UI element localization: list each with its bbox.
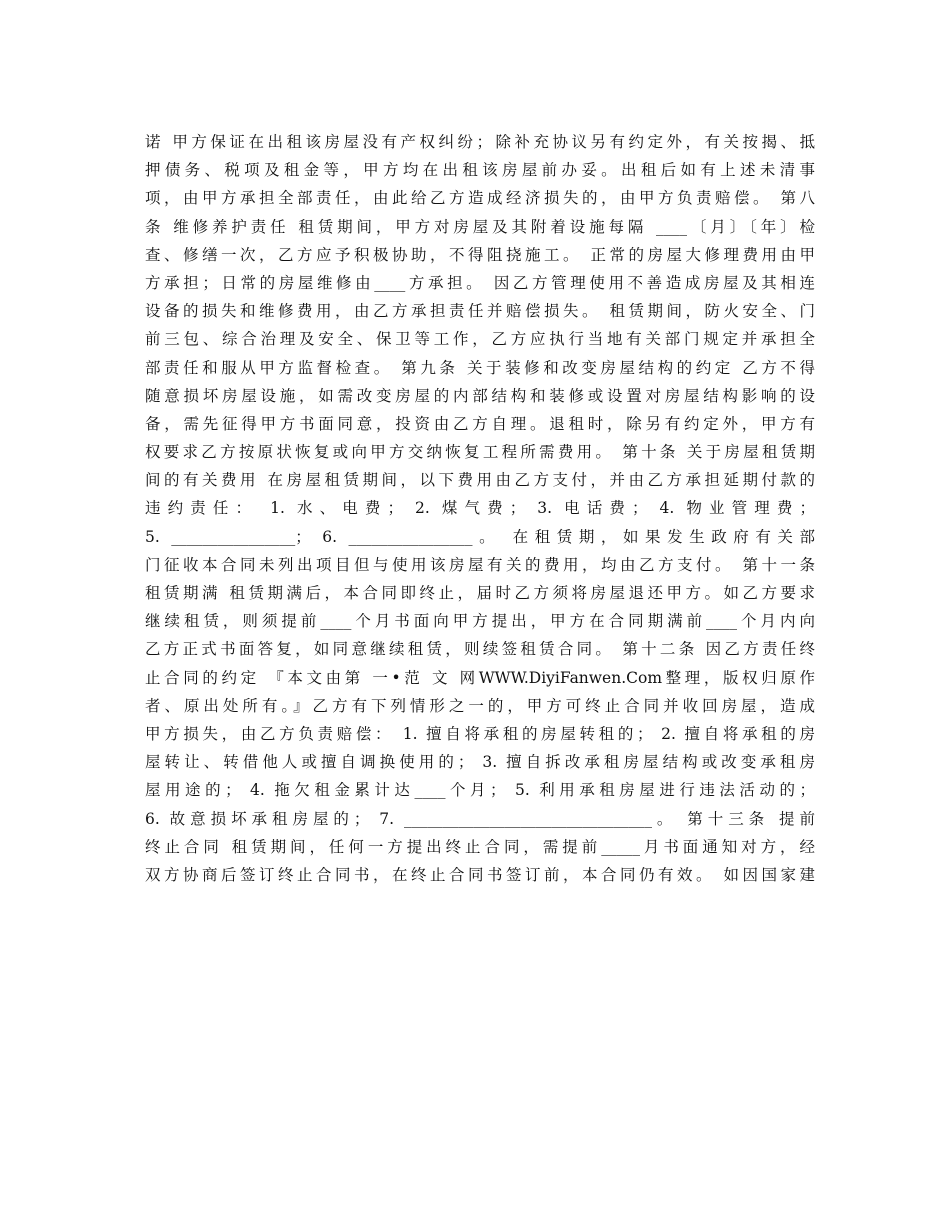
text-line: 甲方损失，由乙方负责赔偿： 1. 擅自将承租的房屋转租的； 2. 擅自将承租的房 <box>145 724 815 743</box>
text-line: 项，由甲方承担全部责任，由此给乙方造成经济损失的，由甲方负责赔偿。 第八 <box>145 189 815 208</box>
text-line: 乙方正式书面答复，如同意继续租赁，则续签租赁合同。 第十二条 因乙方责任终 <box>145 640 815 659</box>
text-line: 止合同的约定 『本文由第 一•范 文 网WWW.DiyiFanwen.Com整理，版权归原作 <box>145 668 815 687</box>
text-line: 门征收本合同未列出项目但与使用该房屋有关的费用，均由乙方支付。 第十一条 <box>145 555 815 574</box>
text-line: 间的有关费用 在房屋租赁期间，以下费用由乙方支付，并由乙方承担延期付款的 <box>145 471 815 490</box>
text-line: 随意损坏房屋设施，如需改变房屋的内部结构和装修或设置对房屋结构影响的设 <box>145 386 815 405</box>
text-line: 诺 甲方保证在出租该房屋没有产权纠纷；除补充协议另有约定外，有关按揭、抵 <box>145 133 815 151</box>
text-line: 方承担；日常的房屋维修由____方承担。 因乙方管理使用不善造成房屋及其相连 <box>145 273 815 292</box>
text-line: 租赁期满 租赁期满后，本合同即终止，届时乙方须将房屋退还甲方。如乙方要求 <box>145 584 815 602</box>
text-line: 5. ________________； 6. ________________。 在租赁期，如果发生政府有关部 <box>145 527 815 546</box>
text-line: 押债务、税项及租金等，甲方均在出租该房屋前办妥。出租后如有上述未清事 <box>145 161 815 180</box>
text-line: 设备的损失和维修费用，由乙方承担责任并赔偿损失。 租赁期间，防火安全、门 <box>145 302 815 321</box>
text-line: 条 维修养护责任 租赁期间，甲方对房屋及其附着设施每隔 ____〔月〕〔年〕检 <box>145 217 815 236</box>
text-line: 屋转让、转借他人或擅自调换使用的； 3. 擅自拆改承租房屋结构或改变承租房 <box>145 753 815 772</box>
text-line: 屋用途的； 4. 拖欠租金累计达____个月； 5. 利用承租房屋进行违法活动的； <box>145 781 815 800</box>
text-line: 违约责任： 1. 水、电费； 2. 煤气费； 3. 电话费； 4. 物业管理费； <box>145 499 815 518</box>
contract-text <box>145 128 815 889</box>
text-line: 双方协商后签订终止合同书，在终止合同书签订前，本合同仍有效。 如因国家建 <box>145 865 815 884</box>
text-line: 继续租赁，则须提前____个月书面向甲方提出，甲方在合同期满前____个月内向 <box>145 612 815 631</box>
text-line: 查、修缮一次，乙方应予积极协助，不得阻挠施工。 正常的房屋大修理费用由甲 <box>145 245 815 264</box>
text-line: 终止合同 租赁期间，任何一方提出终止合同，需提前_____月书面通知对方，经 <box>145 837 815 856</box>
text-line: 部责任和服从甲方监督检查。 第九条 关于装修和改变房屋结构的约定 乙方不得 <box>145 358 815 377</box>
text-line: 6. 故意损坏承租房屋的； 7. ________________________________。 第十三条 提前 <box>145 809 815 828</box>
text-line: 备，需先征得甲方书面同意，投资由乙方自理。退租时，除另有约定外，甲方有 <box>145 414 815 433</box>
text-line: 权要求乙方按原状恢复或向甲方交纳恢复工程所需费用。 第十条 关于房屋租赁期 <box>145 443 815 462</box>
text-line: 者、原出处所有。』乙方有下列情形之一的，甲方可终止合同并收回房屋，造成 <box>145 696 815 715</box>
text-line: 前三包、综合治理及安全、保卫等工作，乙方应执行当地有关部门规定并承担全 <box>145 330 815 349</box>
